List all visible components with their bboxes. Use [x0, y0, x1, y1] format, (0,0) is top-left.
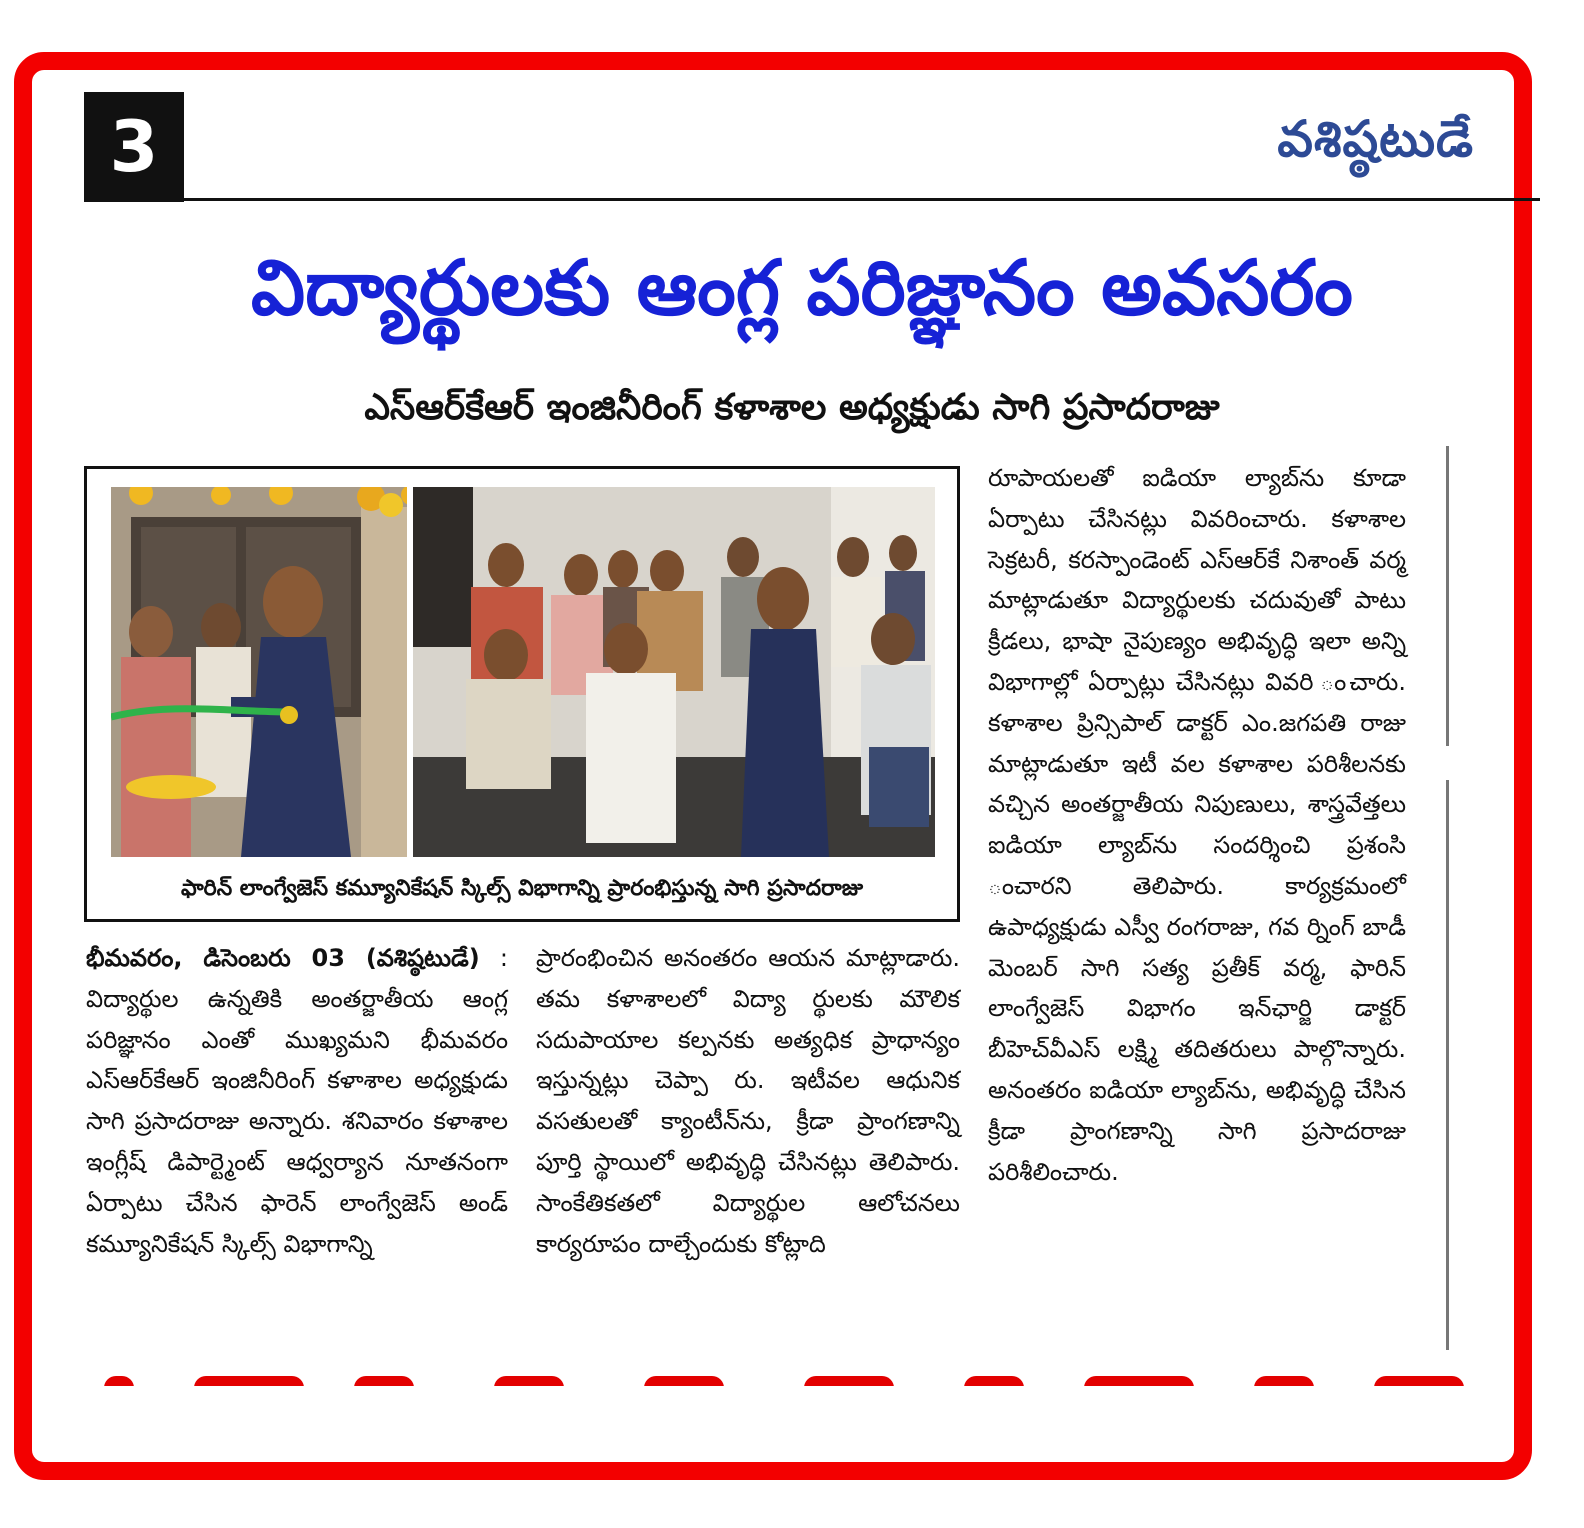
article-column-2: ప్రారంభించిన అనంతరం ఆయన మాట్లాడారు. తమ కళాశాలలో విద్యా ర్థులకు మౌలిక సదుపాయాల కల్పనకు అత్యధిక ప్రాధాన్యం ఇస్తున్నట్లు చెప్పా రు. ఇటీవల ఆధునిక వసతులతో క్యాంటీన్‌ను, క్రీడా ప్రాంగణాన్ని పూర్తి స్థాయిలో అభివృద్ధి చేసినట్లు తెలిపారు. సాంకేతికతలో విద్యార్థుల ఆలోచనలు కార్యరూపం దాల్చేందుకు కోట్లాది	[536, 944, 960, 1258]
page-number-badge: 3	[84, 92, 184, 202]
photo-caption: ఫారిన్ లాంగ్వేజెస్ కమ్యూనికేషన్ స్కిల్స్ విభాగాన్ని ప్రారంభిస్తున్న సాగి ప్రసాదరాజు	[180, 876, 864, 901]
news-photo-illustration	[111, 487, 935, 857]
article-headline: విద్యార్థులకు ఆంగ్ల పరిజ్ఞానం అవసరం	[251, 243, 1353, 332]
article-column-3: రూపాయలతో ఐడియా ల్యాబ్‌ను కూడా ఏర్పాటు చేసినట్లు వివరించారు. కళాశాల సెక్రటరీ, కరస్పాండెంట్ ఎస్ఆర్‌కే నిశాంత్ వర్మ మాట్లాడుతూ విద్యార్థులకు చదువుతో పాటు క్రీడలు, భాషా నైపుణ్యం అభివృద్ధి ఇలా అన్ని విభాగాల్లో ఏర్పాట్లు చేసినట్లు వివరి ంచారు. కళాశాల ప్రిన్సిపాల్ డాక్టర్ ఎం.జగపతి రాజు మాట్లాడుతూ ఇటీ వల కళాశాల పరిశీలనకు వచ్చిన అంతర్జాతీయ నిపుణులు, శాస్త్రవేత్తలు ఐడియా ల్యాబ్‌ను సందర్శించి ప్రశంసి ంచారని తెలిపారు. కార్యక్రమంలో ఉపాధ్యక్షుడు ఎస్వీ రంగరాజు, గవ ర్నింగ్ బాడీ మెంబర్ సాగి సత్య ప్రతీక్ వర్మ, ఫారిన్ లాంగ్వేజెస్ విభాగం ఇన్‌ఛార్జి డాక్టర్ బీహెచ్‌వీఎస్ లక్ష్మి తదితరులు పాల్గొన్నారు. అనంతరం ఐడియా ల్యాబ్‌ను, అభివృద్ధి చేసిన క్రీడా ప్రాంగణాన్ని సాగి ప్రసాదరాజు పరిశీలించారు.	[988, 464, 1406, 1186]
article-subheadline: ఎస్ఆర్‌కేఆర్ ఇంజినీరింగ్ కళాశాల అధ్యక్షుడు సాగి ప్రసాదరాజు	[364, 387, 1220, 428]
column-divider-bottom	[1446, 780, 1449, 1350]
newspaper-masthead: వశిష్ఠటుడే	[1277, 110, 1474, 168]
news-photo	[111, 487, 935, 857]
article-column-1	[86, 938, 508, 1318]
article-dateline: భీమవరం, డిసెంబరు 03 (వశిష్ఠటుడే)	[86, 944, 480, 972]
article-column-1-text: : విద్యార్థుల ఉన్నతికి అంతర్జాతీయ ఆంగ్ల పరిజ్ఞానం ఎంతో ముఖ్యమని భీమవరం ఎస్ఆర్‌కేఆర్ ఇంజినీరింగ్ కళాశాల అధ్యక్షుడు సాగి ప్రసాదరాజు అన్నారు. శనివారం కళాశాల ఇంగ్లీష్ డిపార్ట్మెంట్ ఆధ్వర్యాన నూతనంగా ఏర్పాటు చేసిన ఫారెన్ లాంగ్వేజెస్ అండ్ కమ్యూనికేషన్ స్కిల్స్ విభాగాన్ని	[86, 944, 508, 1258]
photo-box	[84, 466, 960, 922]
header-rule	[84, 198, 1540, 201]
next-article-headline-fragment	[84, 1346, 1524, 1386]
column-divider-top	[1446, 446, 1449, 746]
